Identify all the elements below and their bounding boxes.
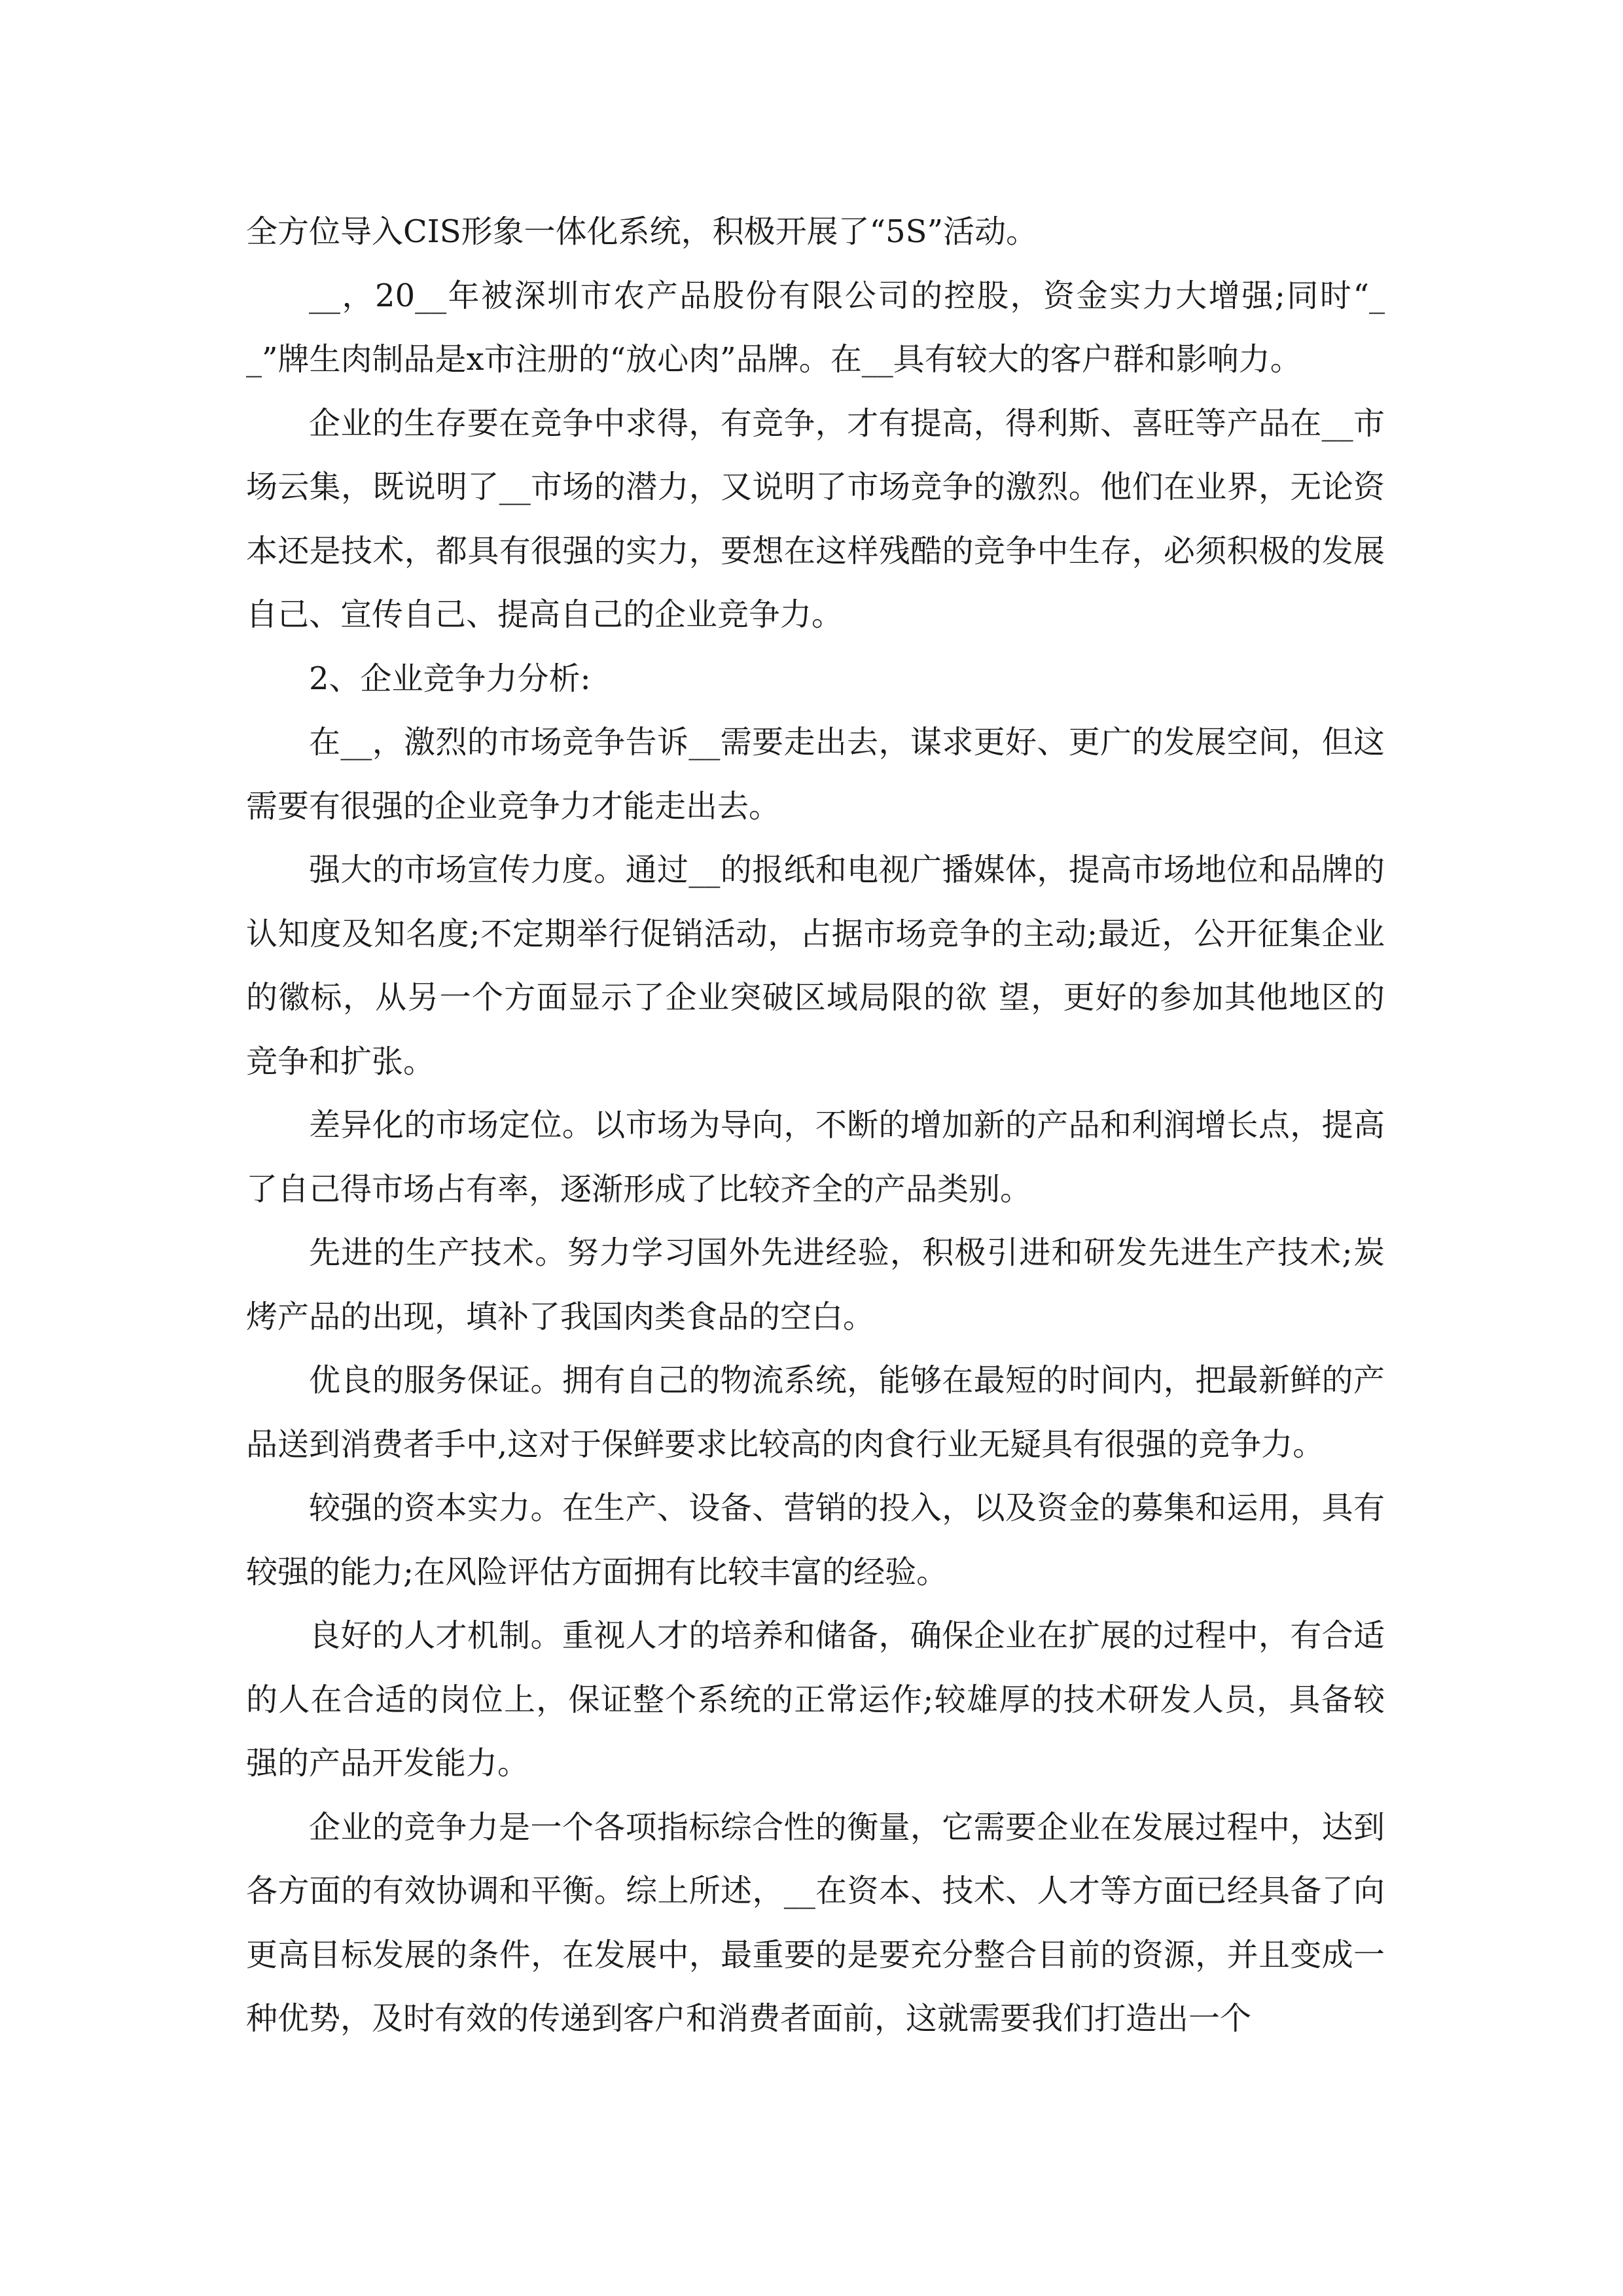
paragraph-marketing: 强大的市场宣传力度。通过__的报纸和电视广播媒体，提高市场地位和品牌的认知度及知名度;不定期举行促销活动，占据市场竞争的主动;最近，公开征集企业的徽标，从另一个方面显示了企业突破区域局限的欲 望，更好的参加其他地区的竞争和扩张。 — [246, 852, 1385, 1080]
paragraph-technology: 先进的生产技术。努力学习国外先进经验，积极引进和研发先进生产技术;炭烤产品的出现，填补了我国肉类食品的空白。 — [246, 1234, 1385, 1335]
paragraph-company-holding: __，20__年被深圳市农产品股份有限公司的控股，资金实力大增强;同时“__”牌生肉制品是x市注册的“放心肉”品牌。在__具有较大的客户群和影响力。 — [246, 277, 1385, 378]
document-body — [246, 200, 1385, 2051]
paragraph-market-competition: 企业的生存要在竞争中求得，有竞争，才有提高，得利斯、喜旺等产品在__市场云集，既说明了__市场的潜力，又说明了市场竞争的激烈。他们在业界，无论资本还是技术，都具有很强的实力，要想在这样残酷的竞争中生存，必须积极的发展自己、宣传自己、提高自己的企业竞争力。 — [246, 404, 1385, 633]
paragraph-go-out: 在__，激烈的市场竞争告诉__需要走出去，谋求更好、更广的发展空间，但这需要有很强的企业竞争力才能走出去。 — [246, 724, 1385, 825]
paragraph-capital: 较强的资本实力。在生产、设备、营销的投入，以及资金的募集和运用，具有较强的能力;在风险评估方面拥有比较丰富的经验。 — [246, 1490, 1385, 1590]
paragraph-service: 优良的服务保证。拥有自己的物流系统，能够在最短的时间内，把最新鲜的产品送到消费者手中,这对于保鲜要求比较高的肉食行业无疑具有很强的竞争力。 — [246, 1362, 1385, 1463]
paragraph-positioning: 差异化的市场定位。以市场为导向，不断的增加新的产品和利润增长点，提高了自己得市场占有率，逐渐形成了比较齐全的产品类别。 — [246, 1107, 1385, 1208]
section-heading-competitiveness: 2、企业竞争力分析: — [309, 660, 591, 697]
paragraph-continuation: 全方位导入CIS形象一体化系统，积极开展了“5S”活动。 — [246, 213, 1038, 250]
paragraph-summary: 企业的竞争力是一个各项指标综合性的衡量，它需要企业在发展过程中，达到各方面的有效协调和平衡。综上所述，__在资本、技术、人才等方面已经具备了向更高目标发展的条件，在发展中，最重要的是要充分整合目前的资源，并且变成一种优势，及时有效的传递到客户和消费者面前，这就需要我们打造出一个 — [246, 1808, 1385, 2037]
paragraph-talent: 良好的人才机制。重视人才的培养和储备，确保企业在扩展的过程中，有合适的人在合适的岗位上，保证整个系统的正常运作;较雄厚的技术研发人员，具备较强的产品开发能力。 — [246, 1617, 1385, 1782]
